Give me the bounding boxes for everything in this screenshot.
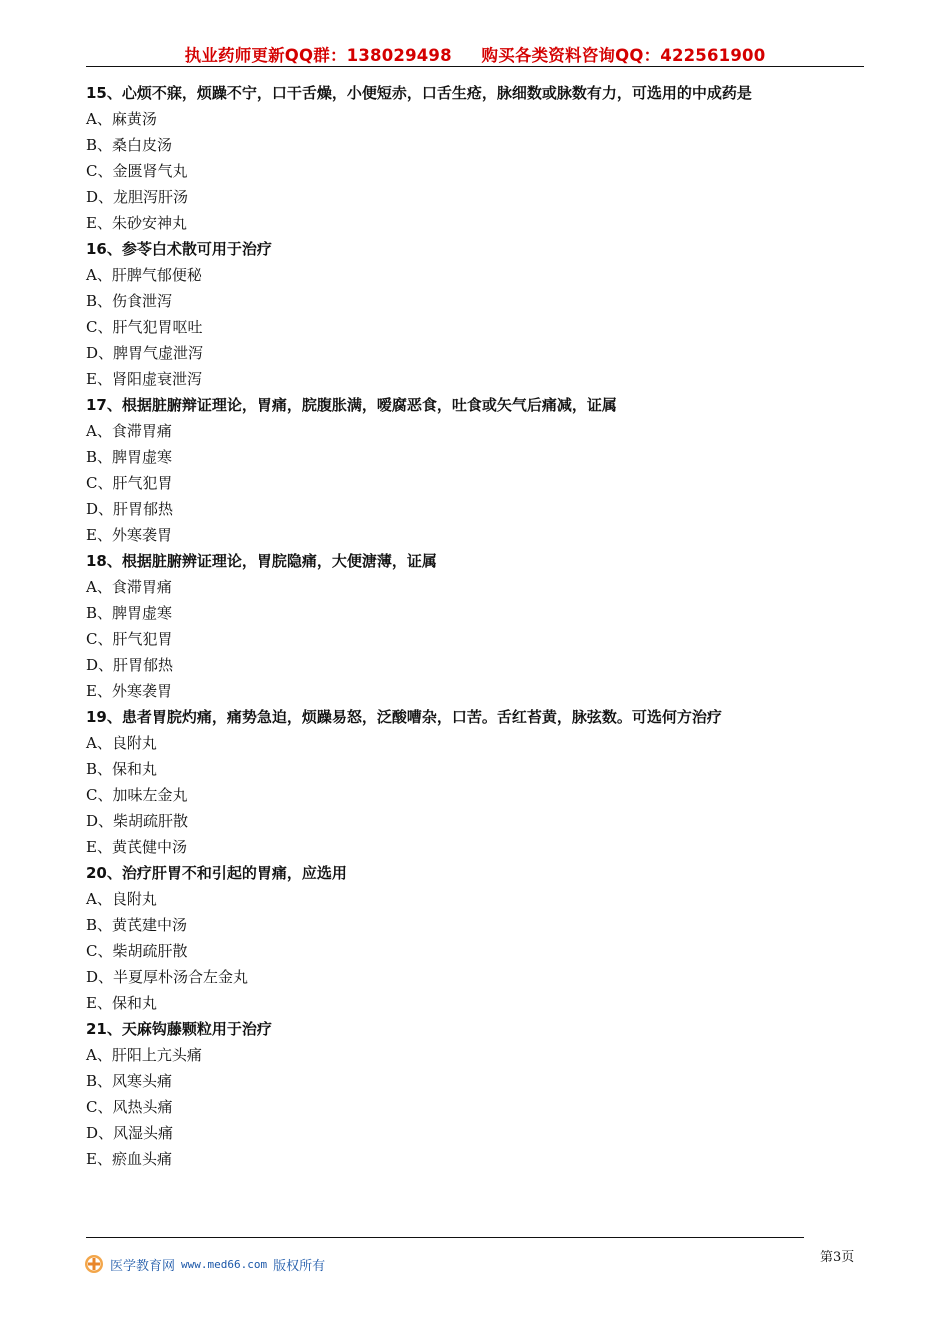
option-a: A、肝阳上亢头痛: [86, 1046, 202, 1064]
option-b: B、黄芪建中汤: [86, 916, 188, 934]
footer-divider: [86, 1237, 804, 1238]
question-15: [86, 80, 866, 236]
question-21: [86, 1016, 866, 1172]
option-e: E、外寒袭胃: [86, 682, 172, 700]
option-d: D、肝胃郁热: [86, 500, 174, 518]
brand-name: 医学教育网: [110, 1258, 176, 1274]
footer-brand: [84, 1254, 325, 1274]
page-number: 第3页: [820, 1250, 855, 1265]
option-c: C、肝气犯胃: [86, 474, 173, 492]
option-b: B、伤食泄泻: [86, 292, 173, 310]
option-d: D、风湿头痛: [86, 1124, 174, 1142]
option-b: B、保和丸: [86, 760, 158, 778]
question-stem: 18、根据脏腑辨证理论，胃脘隐痛，大便溏薄，证属: [86, 552, 437, 570]
option-c: C、柴胡疏肝散: [86, 942, 188, 960]
option-a: A、良附丸: [86, 734, 157, 752]
question-stem: 17、根据脏腑辩证理论，胃痛，脘腹胀满，嗳腐恶食，吐食或矢气后痛减，证属: [86, 396, 617, 414]
option-c: C、加味左金丸: [86, 786, 188, 804]
option-b: B、风寒头痛: [86, 1072, 173, 1090]
question-18: [86, 548, 866, 704]
option-b: B、脾胃虚寒: [86, 604, 173, 622]
option-c: C、肝气犯胃: [86, 630, 173, 648]
med66-logo-icon: [84, 1254, 104, 1274]
option-d: D、柴胡疏肝散: [86, 812, 189, 830]
option-a: A、良附丸: [86, 890, 157, 908]
question-16: [86, 236, 866, 392]
option-c: C、风热头痛: [86, 1098, 173, 1116]
copyright-notice: 版权所有: [273, 1258, 326, 1274]
option-e: E、瘀血头痛: [86, 1150, 172, 1168]
question-stem: 20、治疗肝胃不和引起的胃痛，应选用: [86, 864, 347, 882]
page-header: 执业药师更新QQ群：138029498 购买各类资料咨询QQ：422561900: [184, 46, 766, 65]
option-d: D、肝胃郁热: [86, 656, 174, 674]
option-a: A、食滞胃痛: [86, 422, 172, 440]
question-stem: 21、天麻钩藤颗粒用于治疗: [86, 1020, 272, 1038]
option-d: D、半夏厚朴汤合左金丸: [86, 968, 249, 986]
header-divider: [86, 66, 864, 67]
option-b: B、脾胃虚寒: [86, 448, 173, 466]
question-19: [86, 704, 866, 860]
option-a: A、麻黄汤: [86, 110, 157, 128]
option-d: D、脾胃气虚泄泻: [86, 344, 204, 362]
option-a: A、食滞胃痛: [86, 578, 172, 596]
option-e: E、肾阳虚衰泄泻: [86, 370, 202, 388]
option-d: D、龙胆泻肝汤: [86, 188, 189, 206]
option-c: C、金匮肾气丸: [86, 162, 188, 180]
question-stem: 16、参苓白术散可用于治疗: [86, 240, 272, 258]
option-e: E、外寒袭胃: [86, 526, 172, 544]
option-b: B、桑白皮汤: [86, 136, 173, 154]
option-e: E、黄芪健中汤: [86, 838, 187, 856]
question-stem: 15、心烦不寐，烦躁不宁，口干舌燥，小便短赤，口舌生疮，脉细数或脉数有力，可选用的中成药是: [86, 84, 752, 102]
option-e: E、朱砂安神丸: [86, 214, 187, 232]
question-list: [86, 80, 866, 1172]
option-c: C、肝气犯胃呕吐: [86, 318, 203, 336]
option-a: A、肝脾气郁便秘: [86, 266, 202, 284]
brand-url: www.med66.com: [181, 1257, 268, 1271]
question-17: [86, 392, 866, 548]
question-stem: 19、患者胃脘灼痛，痛势急迫，烦躁易怒，泛酸嘈杂，口苦。舌红苔黄，脉弦数。可选何方治疗: [86, 708, 722, 726]
option-e: E、保和丸: [86, 994, 157, 1012]
question-20: [86, 860, 866, 1016]
